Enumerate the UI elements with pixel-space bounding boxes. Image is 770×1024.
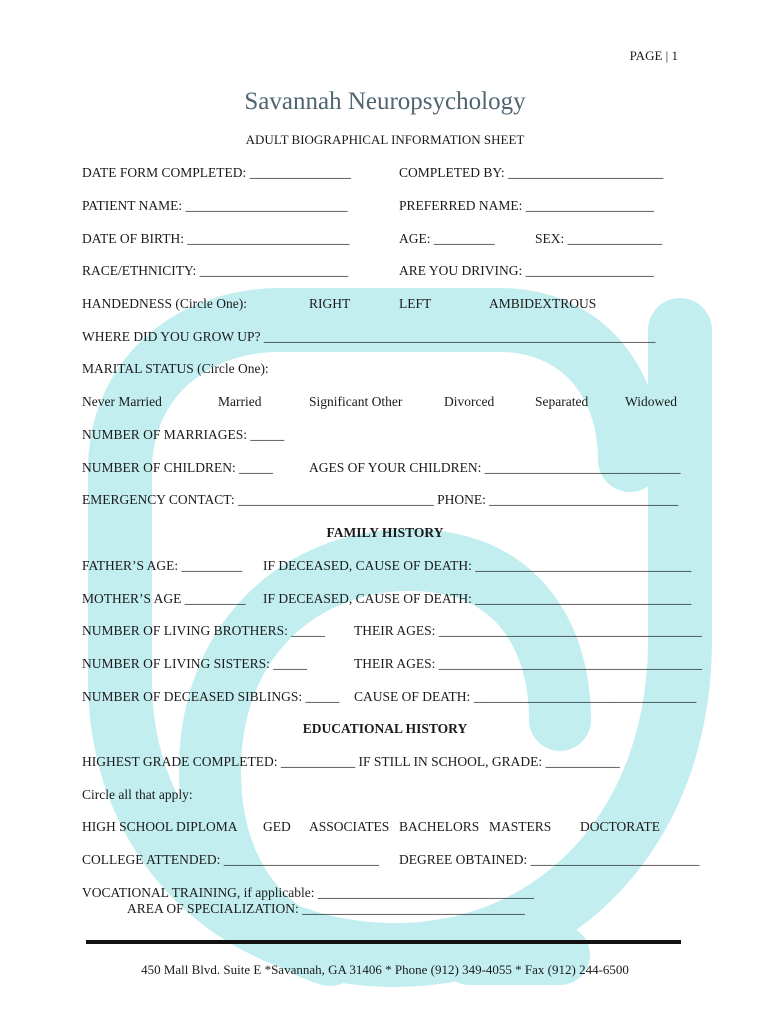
practice-name: Savannah Neuropsychology bbox=[244, 88, 526, 115]
number-of-marriages-field[interactable]: NUMBER OF MARRIAGES: _____ bbox=[82, 427, 285, 442]
degree-option-doctorate[interactable]: DOCTORATE bbox=[580, 819, 661, 834]
marital-option-widowed[interactable]: Widowed bbox=[625, 394, 677, 409]
footer-address: 450 Mall Blvd. Suite E *Savannah, GA 31406 * Phone (912) 349-4055 * Fax (912) 244-6500 bbox=[141, 962, 629, 977]
number-of-children-field[interactable]: NUMBER OF CHILDREN: _____ bbox=[82, 460, 273, 475]
date-completed-field[interactable]: DATE FORM COMPLETED: _______________ bbox=[82, 165, 351, 180]
marital-status-label: MARITAL STATUS (Circle One): bbox=[82, 361, 269, 376]
father-cause-of-death-field[interactable]: IF DECEASED, CAUSE OF DEATH: ________________________________ bbox=[263, 558, 692, 573]
father-age-field[interactable]: FATHER’S AGE: _________ bbox=[82, 558, 243, 573]
emergency-contact-field[interactable]: EMERGENCY CONTACT: _____________________________ PHONE: ____________________________ bbox=[82, 492, 679, 507]
sisters-ages-field[interactable]: THEIR AGES: _______________________________________ bbox=[354, 656, 703, 671]
driving-field[interactable]: ARE YOU DRIVING: ___________________ bbox=[399, 263, 654, 278]
family-history-heading: FAMILY HISTORY bbox=[326, 525, 444, 540]
mother-cause-of-death-field[interactable]: IF DECEASED, CAUSE OF DEATH: ________________________________ bbox=[263, 591, 692, 606]
race-ethnicity-field[interactable]: RACE/ETHNICITY: ______________________ bbox=[82, 263, 349, 278]
completed-by-field[interactable]: COMPLETED BY: _______________________ bbox=[399, 165, 664, 180]
siblings-cause-of-death-field[interactable]: CAUSE OF DEATH: _________________________________ bbox=[354, 689, 697, 704]
date-of-birth-field[interactable]: DATE OF BIRTH: ________________________ bbox=[82, 231, 350, 246]
degree-option-associates[interactable]: ASSOCIATES bbox=[309, 819, 390, 834]
marital-option-divorced[interactable]: Divorced bbox=[444, 394, 495, 409]
page-number: PAGE | 1 bbox=[629, 48, 678, 63]
marital-option-never-married[interactable]: Never Married bbox=[82, 394, 162, 409]
degree-obtained-field[interactable]: DEGREE OBTAINED: _________________________ bbox=[399, 852, 700, 867]
marital-option-separated[interactable]: Separated bbox=[535, 394, 589, 409]
degree-option-ged[interactable]: GED bbox=[263, 819, 291, 834]
educational-history-heading: EDUCATIONAL HISTORY bbox=[302, 721, 468, 736]
deceased-siblings-field[interactable]: NUMBER OF DECEASED SIBLINGS: _____ bbox=[82, 689, 340, 704]
age-field[interactable]: AGE: _________ bbox=[399, 231, 495, 246]
college-attended-field[interactable]: COLLEGE ATTENDED: _______________________ bbox=[82, 852, 379, 867]
grow-up-field[interactable]: WHERE DID YOU GROW UP? __________________________________________________________ bbox=[82, 329, 656, 344]
patient-name-field[interactable]: PATIENT NAME: ________________________ bbox=[82, 198, 348, 213]
ages-of-children-field[interactable]: AGES OF YOUR CHILDREN: _____________________________ bbox=[309, 460, 681, 475]
preferred-name-field[interactable]: PREFERRED NAME: ___________________ bbox=[399, 198, 655, 213]
living-brothers-field[interactable]: NUMBER OF LIVING BROTHERS: _____ bbox=[82, 623, 326, 638]
degree-option-bachelors[interactable]: BACHELORS bbox=[399, 819, 480, 834]
footer-rule bbox=[86, 940, 681, 944]
highest-grade-field[interactable]: HIGHEST GRADE COMPLETED: ___________ IF STILL IN SCHOOL, GRADE: ___________ bbox=[82, 754, 620, 769]
brothers-ages-field[interactable]: THEIR AGES: _______________________________________ bbox=[354, 623, 703, 638]
sheet-title: ADULT BIOGRAPHICAL INFORMATION SHEET bbox=[245, 132, 525, 147]
marital-option-significant-other[interactable]: Significant Other bbox=[309, 394, 403, 409]
handedness-option-right[interactable]: RIGHT bbox=[309, 296, 351, 311]
handedness-option-ambidextrous[interactable]: AMBIDEXTROUS bbox=[489, 296, 597, 311]
living-sisters-field[interactable]: NUMBER OF LIVING SISTERS: _____ bbox=[82, 656, 308, 671]
mother-age-field[interactable]: MOTHER’S AGE _________ bbox=[82, 591, 246, 606]
degree-option-high-school[interactable]: HIGH SCHOOL DIPLOMA bbox=[82, 819, 238, 834]
area-of-specialization-field[interactable]: AREA OF SPECIALIZATION: _________________________________ bbox=[127, 901, 525, 916]
marital-option-married[interactable]: Married bbox=[218, 394, 262, 409]
handedness-option-left[interactable]: LEFT bbox=[399, 296, 432, 311]
circle-all-label: Circle all that apply: bbox=[82, 787, 193, 802]
degree-option-masters[interactable]: MASTERS bbox=[489, 819, 552, 834]
sex-field[interactable]: SEX: ______________ bbox=[535, 231, 663, 246]
handedness-label: HANDEDNESS (Circle One): bbox=[82, 296, 247, 311]
vocational-training-field[interactable]: VOCATIONAL TRAINING, if applicable: ________________________________ bbox=[82, 885, 534, 900]
